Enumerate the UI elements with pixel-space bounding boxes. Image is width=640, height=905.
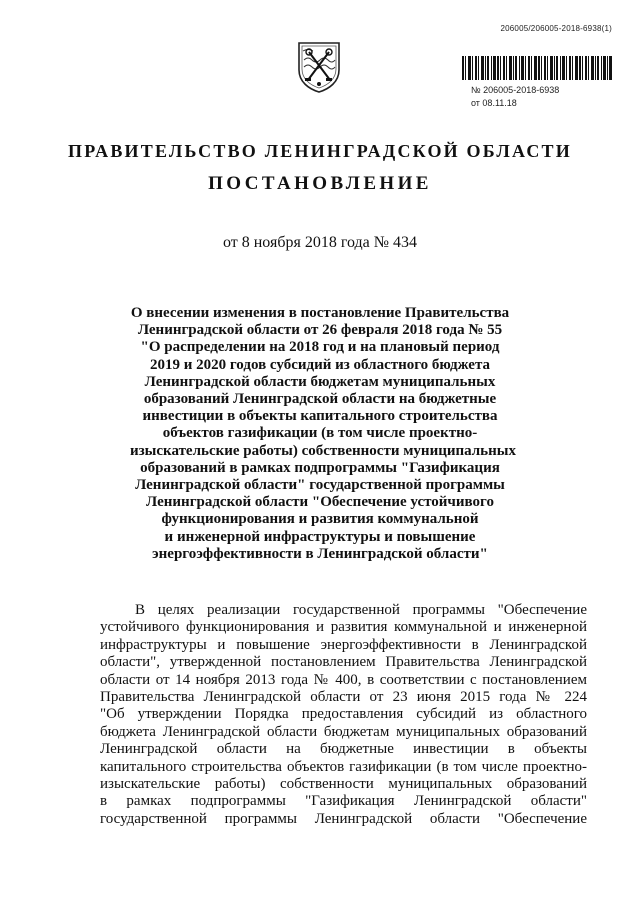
registration-date: от 08.11.18 xyxy=(471,98,517,108)
body-line: В целях реализации государственной программы "Обеспечение xyxy=(135,602,587,618)
subject-line: 2019 и 2020 годов субсидий из областного бюджета xyxy=(149,356,491,373)
subject-line: энергоэффективности в Ленинградской области" xyxy=(152,545,488,562)
body-line: Ленинградской области на бюджетные инвестиции в объекты xyxy=(100,741,587,758)
subject-line: Ленинградской области от 26 февраля 2018 года № 55 xyxy=(137,322,503,339)
coat-of-arms-icon xyxy=(296,40,342,94)
barcode xyxy=(462,56,612,80)
body-line: Правительства Ленинградской области от 23 июня 2015 года № 224 xyxy=(100,689,587,706)
body-line: области от 14 ноября 2013 года № 400, в соответствии с постановлением xyxy=(100,671,587,688)
registration-number: № 206005-2018-6938 xyxy=(471,85,560,95)
subject-line: "О распределении на 2018 год и на плановый период xyxy=(140,339,500,356)
document-date-number: от 8 ноября 2018 года № 434 xyxy=(222,234,418,251)
body-paragraph xyxy=(100,602,587,828)
subject-line: О внесении изменения в постановление Правительства xyxy=(130,305,510,321)
document-subject xyxy=(130,305,516,563)
document-type: ПОСТАНОВЛЕНИЕ xyxy=(208,173,432,194)
body-line: "Об утверждении Порядка предоставления субсидий из областного xyxy=(100,706,587,723)
subject-line: Ленинградской области бюджетам муниципальных xyxy=(144,373,496,390)
body-line: области", утвержденной постановлением Правительства Ленинградской xyxy=(100,654,587,671)
body-line: государственной программы Ленинградской области "Обеспечение xyxy=(100,810,587,827)
subject-line: изыскательские работы) собственности муниципальных xyxy=(130,442,516,459)
body-line: устойчивого функционирования и развития коммунальной и инженерной xyxy=(100,619,587,636)
subject-line: образований в рамках подпрограммы "Газификация xyxy=(140,459,500,476)
subject-line: и инженерной инфраструктуры и повышение xyxy=(164,528,476,545)
subject-line: объектов газификации (в том числе проектно- xyxy=(162,425,478,442)
subject-line: Ленинградской области "Обеспечение устойчивого xyxy=(146,494,494,511)
subject-line: функционирования и развития коммунальной xyxy=(161,511,479,528)
subject-line: образований Ленинградской области на бюджетные xyxy=(143,391,497,408)
subject-line: инвестиции в объекты капитального строительства xyxy=(142,408,498,425)
registration-code: 206005/206005-2018-6938(1) xyxy=(500,24,612,33)
body-line: капитального строительства объектов газификации (в том числе проектно- xyxy=(100,758,587,775)
subject-line: Ленинградской области" государственной программы xyxy=(135,477,505,494)
body-line: в рамках подпрограммы "Газификация Ленинградской области" xyxy=(100,793,587,810)
government-title: ПРАВИТЕЛЬСТВО ЛЕНИНГРАДСКОЙ ОБЛАСТИ xyxy=(68,141,572,161)
body-line: изыскательские работы) собственности муниципальных образований xyxy=(100,776,587,793)
body-line: инфраструктуры и повышение энергоэффективности в Ленинградской xyxy=(100,636,587,653)
body-line: бюджета Ленинградской области бюджетам муниципальных образований xyxy=(100,723,587,740)
